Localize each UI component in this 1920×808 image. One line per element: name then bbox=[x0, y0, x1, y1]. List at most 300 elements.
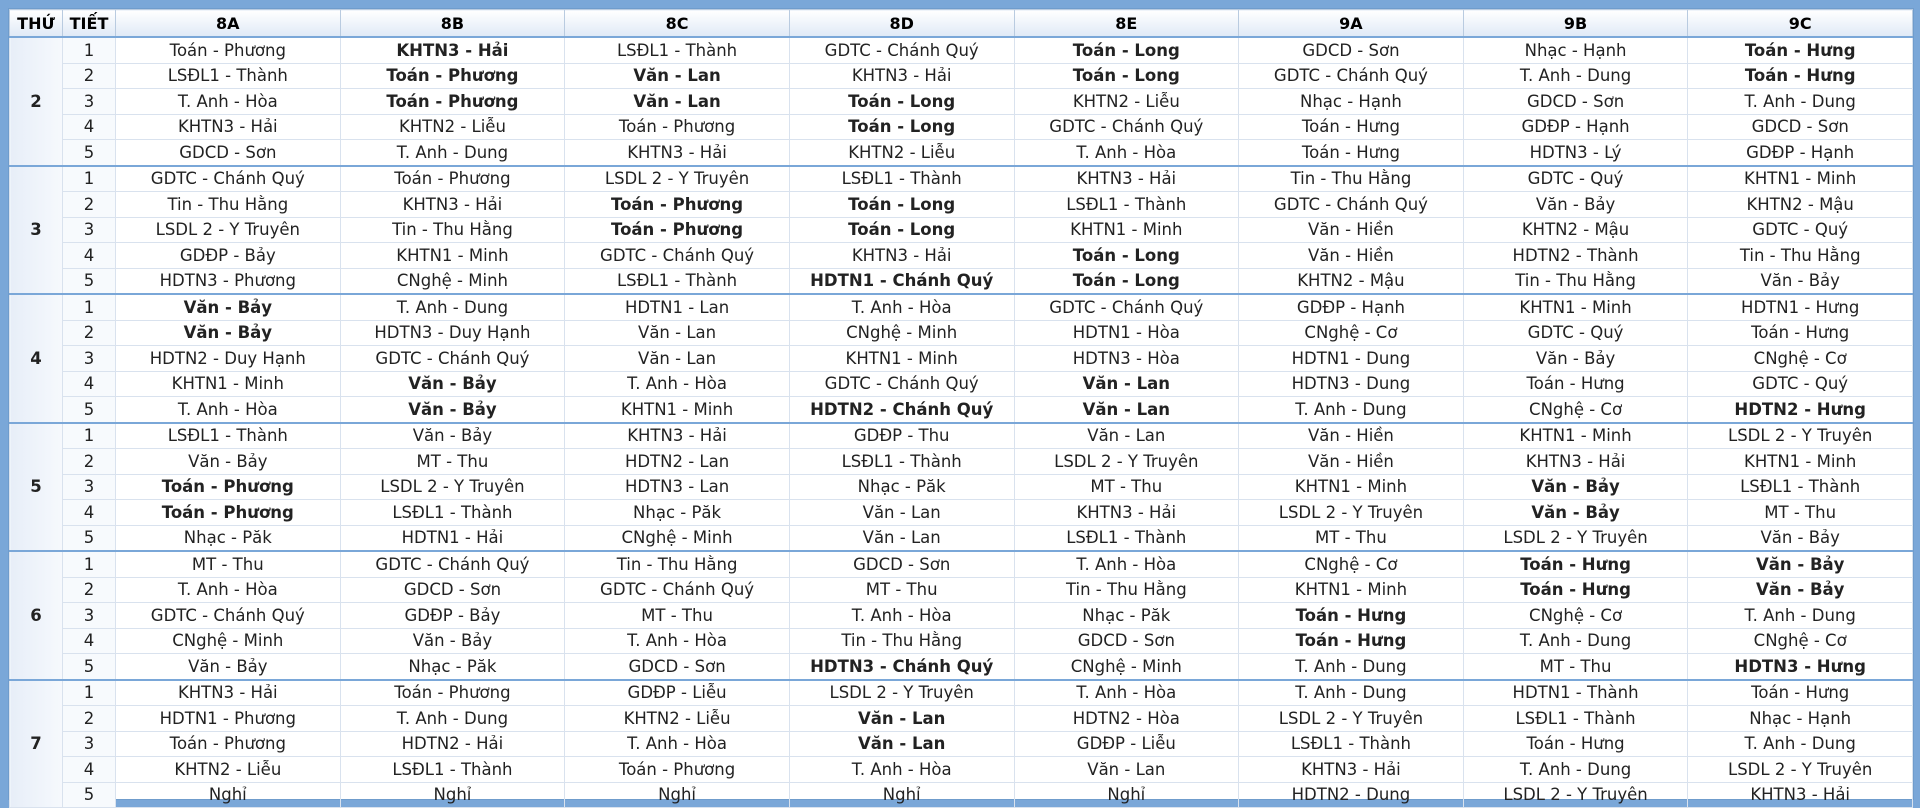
lesson-cell[interactable]: GDTC - Quý bbox=[1688, 217, 1913, 243]
header-class-9b: 9B bbox=[1463, 10, 1688, 38]
lesson-cell[interactable]: GDĐP - Bảy bbox=[116, 243, 341, 269]
lesson-cell[interactable]: HDTN2 - Duy Hạnh bbox=[116, 346, 341, 372]
lesson-cell[interactable]: Nhạc - Hạnh bbox=[1688, 706, 1913, 732]
lesson-cell[interactable]: Văn - Bảy bbox=[1463, 346, 1688, 372]
lesson-cell[interactable]: GDĐP - Thu bbox=[789, 423, 1014, 449]
lesson-cell[interactable]: GDTC - Chánh Quý bbox=[789, 37, 1014, 63]
lesson-cell[interactable]: KHTN1 - Minh bbox=[116, 371, 341, 397]
header-class-8c: 8C bbox=[565, 10, 790, 38]
header-class-8b: 8B bbox=[340, 10, 565, 38]
lesson-cell[interactable]: GDTC - Chánh Quý bbox=[116, 166, 341, 192]
period-cell: 3 bbox=[63, 346, 116, 372]
lesson-cell[interactable]: T. Anh - Hòa bbox=[116, 577, 341, 603]
lesson-cell[interactable]: Nghỉ bbox=[340, 782, 565, 808]
lesson-cell[interactable]: Toán - Phương bbox=[116, 731, 341, 757]
lesson-cell[interactable]: KHTN2 - Mậu bbox=[1239, 268, 1464, 294]
lesson-cell[interactable]: T. Anh - Hòa bbox=[1014, 680, 1239, 706]
table-row bbox=[10, 551, 1913, 577]
lesson-cell[interactable]: KHTN2 - Mậu bbox=[1463, 217, 1688, 243]
lesson-cell[interactable]: KHTN1 - Minh bbox=[340, 243, 565, 269]
lesson-cell[interactable]: CNghệ - Cơ bbox=[1239, 551, 1464, 577]
lesson-cell[interactable]: Tin - Thu Hằng bbox=[1239, 166, 1464, 192]
lesson-cell[interactable]: KHTN1 - Minh bbox=[1014, 217, 1239, 243]
table-row bbox=[10, 166, 1913, 192]
lesson-cell[interactable]: HDTN1 - Phương bbox=[116, 706, 341, 732]
period-cell: 3 bbox=[63, 217, 116, 243]
lesson-cell[interactable]: CNghệ - Minh bbox=[340, 268, 565, 294]
lesson-cell[interactable]: Nghỉ bbox=[565, 782, 790, 808]
lesson-cell[interactable]: GDĐP - Liễu bbox=[565, 680, 790, 706]
lesson-cell[interactable]: GDCD - Sơn bbox=[1463, 89, 1688, 115]
lesson-cell[interactable]: GDĐP - Hạnh bbox=[1463, 114, 1688, 140]
lesson-cell[interactable]: KHTN3 - Hải bbox=[789, 243, 1014, 269]
lesson-cell[interactable]: T. Anh - Hòa bbox=[789, 603, 1014, 629]
lesson-cell[interactable]: GDCD - Sơn bbox=[340, 577, 565, 603]
lesson-cell[interactable]: Văn - Bảy bbox=[340, 371, 565, 397]
lesson-cell[interactable]: T. Anh - Dung bbox=[1239, 680, 1464, 706]
table-row bbox=[10, 89, 1913, 115]
lesson-cell[interactable]: LSDL 2 - Y Truyên bbox=[1688, 757, 1913, 783]
lesson-cell[interactable]: T. Anh - Dung bbox=[1688, 603, 1913, 629]
lesson-cell[interactable]: Toán - Hưng bbox=[1463, 371, 1688, 397]
lesson-cell[interactable]: KHTN3 - Hải bbox=[1239, 757, 1464, 783]
lesson-cell[interactable]: Toán - Long bbox=[1014, 37, 1239, 63]
lesson-cell[interactable]: LSĐL1 - Thành bbox=[1014, 192, 1239, 218]
period-cell: 4 bbox=[63, 757, 116, 783]
table-row bbox=[10, 217, 1913, 243]
lesson-cell[interactable]: GDTC - Quý bbox=[1463, 320, 1688, 346]
lesson-cell[interactable]: CNghệ - Cơ bbox=[1688, 628, 1913, 654]
period-cell: 2 bbox=[63, 577, 116, 603]
lesson-cell[interactable]: GDĐP - Hạnh bbox=[1239, 294, 1464, 320]
lesson-cell[interactable]: KHTN1 - Minh bbox=[1463, 294, 1688, 320]
lesson-cell[interactable]: KHTN2 - Liễu bbox=[789, 140, 1014, 166]
lesson-cell[interactable]: T. Anh - Dung bbox=[1239, 397, 1464, 423]
lesson-cell[interactable]: LSDL 2 - Y Truyên bbox=[565, 166, 790, 192]
lesson-cell[interactable]: GDTC - Chánh Quý bbox=[789, 371, 1014, 397]
lesson-cell[interactable]: KHTN1 - Minh bbox=[565, 397, 790, 423]
lesson-cell[interactable]: Toán - Hưng bbox=[1688, 37, 1913, 63]
lesson-cell[interactable]: GDCD - Sơn bbox=[116, 140, 341, 166]
lesson-cell[interactable]: T. Anh - Hòa bbox=[565, 731, 790, 757]
lesson-cell[interactable]: KHTN3 - Hải bbox=[1014, 500, 1239, 526]
lesson-cell[interactable]: Toán - Hưng bbox=[1239, 603, 1464, 629]
lesson-cell[interactable]: CNghệ - Minh bbox=[1014, 654, 1239, 680]
lesson-cell[interactable]: T. Anh - Hòa bbox=[116, 89, 341, 115]
lesson-cell[interactable]: Văn - Bảy bbox=[340, 423, 565, 449]
lesson-cell[interactable]: Nhạc - Păk bbox=[116, 525, 341, 551]
lesson-cell[interactable]: Toán - Hưng bbox=[1239, 114, 1464, 140]
lesson-cell[interactable]: Văn - Bảy bbox=[340, 628, 565, 654]
lesson-cell[interactable]: KHTN2 - Liễu bbox=[565, 706, 790, 732]
lesson-cell[interactable]: T. Anh - Dung bbox=[1688, 731, 1913, 757]
lesson-cell[interactable]: GDTC - Chánh Quý bbox=[340, 346, 565, 372]
day-cell: 7 bbox=[10, 680, 63, 808]
lesson-cell[interactable]: Văn - Lan bbox=[1014, 397, 1239, 423]
period-cell: 5 bbox=[63, 268, 116, 294]
lesson-cell[interactable]: LSĐL1 - Thành bbox=[789, 449, 1014, 475]
lesson-cell[interactable]: LSDL 2 - Y Truyên bbox=[789, 680, 1014, 706]
lesson-cell[interactable]: KHTN3 - Hải bbox=[565, 423, 790, 449]
lesson-cell[interactable]: KHTN1 - Minh bbox=[1688, 166, 1913, 192]
lesson-cell[interactable]: T. Anh - Dung bbox=[1463, 63, 1688, 89]
lesson-cell[interactable]: Toán - Hưng bbox=[1463, 731, 1688, 757]
lesson-cell[interactable]: LSĐL1 - Thành bbox=[789, 166, 1014, 192]
lesson-cell[interactable]: HDTN2 - Lan bbox=[565, 449, 790, 475]
lesson-cell[interactable]: HDTN1 - Lan bbox=[565, 294, 790, 320]
lesson-cell[interactable]: Tin - Thu Hằng bbox=[565, 551, 790, 577]
lesson-cell[interactable]: GDCD - Sơn bbox=[1688, 114, 1913, 140]
lesson-cell[interactable]: HDTN2 - Hòa bbox=[1014, 706, 1239, 732]
period-cell: 2 bbox=[63, 192, 116, 218]
lesson-cell[interactable]: Nhạc - Păk bbox=[340, 654, 565, 680]
lesson-cell[interactable]: Văn - Bảy bbox=[116, 294, 341, 320]
lesson-cell[interactable]: HDTN2 - Dung bbox=[1239, 782, 1464, 808]
lesson-cell[interactable]: Toán - Long bbox=[789, 192, 1014, 218]
lesson-cell[interactable]: GDTC - Chánh Quý bbox=[340, 551, 565, 577]
lesson-cell[interactable]: Nghỉ bbox=[789, 782, 1014, 808]
lesson-cell[interactable]: Văn - Lan bbox=[789, 731, 1014, 757]
lesson-cell[interactable]: T. Anh - Dung bbox=[1463, 628, 1688, 654]
period-cell: 5 bbox=[63, 654, 116, 680]
lesson-cell[interactable]: Tin - Thu Hằng bbox=[1688, 243, 1913, 269]
lesson-cell[interactable]: GDCD - Sơn bbox=[789, 551, 1014, 577]
lesson-cell[interactable]: CNghệ - Minh bbox=[789, 320, 1014, 346]
lesson-cell[interactable]: T. Anh - Dung bbox=[1463, 757, 1688, 783]
lesson-cell[interactable]: Toán - Long bbox=[1014, 268, 1239, 294]
period-cell: 4 bbox=[63, 500, 116, 526]
lesson-cell[interactable]: LSDL 2 - Y Truyên bbox=[1014, 449, 1239, 475]
lesson-cell[interactable]: T. Anh - Hòa bbox=[116, 397, 341, 423]
lesson-cell[interactable]: GDTC - Chánh Quý bbox=[565, 243, 790, 269]
table-row bbox=[10, 140, 1913, 166]
header-class-9a: 9A bbox=[1239, 10, 1464, 38]
lesson-cell[interactable]: T. Anh - Hòa bbox=[789, 294, 1014, 320]
lesson-cell[interactable]: Văn - Lan bbox=[1014, 757, 1239, 783]
lesson-cell[interactable]: Văn - Lan bbox=[565, 320, 790, 346]
lesson-cell[interactable]: KHTN1 - Minh bbox=[1688, 449, 1913, 475]
table-row bbox=[10, 192, 1913, 218]
lesson-cell[interactable]: Toán - Phương bbox=[340, 89, 565, 115]
lesson-cell[interactable]: LSĐL1 - Thành bbox=[565, 268, 790, 294]
lesson-cell[interactable]: Nhạc - Păk bbox=[565, 500, 790, 526]
lesson-cell[interactable]: Văn - Bảy bbox=[116, 320, 341, 346]
lesson-cell[interactable]: HDTN3 - Lan bbox=[565, 474, 790, 500]
table-row bbox=[10, 577, 1913, 603]
lesson-cell[interactable]: LSDL 2 - Y Truyên bbox=[1463, 525, 1688, 551]
lesson-cell[interactable]: KHTN1 - Minh bbox=[1239, 474, 1464, 500]
lesson-cell[interactable]: HDTN2 - Thành bbox=[1463, 243, 1688, 269]
lesson-cell[interactable]: KHTN2 - Liễu bbox=[340, 114, 565, 140]
table-row bbox=[10, 37, 1913, 63]
lesson-cell[interactable]: Văn - Hiền bbox=[1239, 217, 1464, 243]
lesson-cell[interactable]: LSDL 2 - Y Truyên bbox=[1239, 706, 1464, 732]
table-row bbox=[10, 654, 1913, 680]
lesson-cell[interactable]: CNghệ - Cơ bbox=[1239, 320, 1464, 346]
lesson-cell[interactable]: GDCD - Sơn bbox=[1014, 628, 1239, 654]
lesson-cell[interactable]: KHTN3 - Hải bbox=[565, 140, 790, 166]
lesson-cell[interactable]: Toán - Hưng bbox=[1463, 577, 1688, 603]
lesson-cell[interactable]: MT - Thu bbox=[116, 551, 341, 577]
lesson-cell[interactable]: KHTN1 - Minh bbox=[1239, 577, 1464, 603]
lesson-cell[interactable]: T. Anh - Hòa bbox=[1014, 140, 1239, 166]
lesson-cell[interactable]: LSDL 2 - Y Truyên bbox=[1463, 782, 1688, 808]
period-cell: 3 bbox=[63, 474, 116, 500]
lesson-cell[interactable]: MT - Thu bbox=[565, 603, 790, 629]
timetable-grid bbox=[9, 9, 1913, 808]
table-row bbox=[10, 397, 1913, 423]
lesson-cell[interactable]: Văn - Bảy bbox=[1688, 268, 1913, 294]
lesson-cell[interactable]: Nhạc - Hạnh bbox=[1239, 89, 1464, 115]
lesson-cell[interactable]: Văn - Lan bbox=[1014, 423, 1239, 449]
lesson-cell[interactable]: KHTN3 - Hải bbox=[116, 680, 341, 706]
period-cell: 1 bbox=[63, 680, 116, 706]
table-row bbox=[10, 782, 1913, 808]
lesson-cell[interactable]: Toán - Hưng bbox=[1239, 628, 1464, 654]
period-cell: 1 bbox=[63, 551, 116, 577]
lesson-cell[interactable]: HDTN1 - Dung bbox=[1239, 346, 1464, 372]
header-class-8a: 8A bbox=[116, 10, 341, 38]
lesson-cell[interactable]: CNghệ - Cơ bbox=[1688, 346, 1913, 372]
lesson-cell[interactable]: LSĐL1 - Thành bbox=[340, 500, 565, 526]
lesson-cell[interactable]: Toán - Phương bbox=[565, 757, 790, 783]
lesson-cell[interactable]: LSDL 2 - Y Truyên bbox=[1688, 423, 1913, 449]
lesson-cell[interactable]: GDĐP - Bảy bbox=[340, 603, 565, 629]
lesson-cell[interactable]: KHTN3 - Hải bbox=[116, 114, 341, 140]
lesson-cell[interactable]: T. Anh - Hòa bbox=[565, 371, 790, 397]
lesson-cell[interactable]: Toán - Phương bbox=[116, 500, 341, 526]
lesson-cell[interactable]: LSĐL1 - Thành bbox=[116, 423, 341, 449]
lesson-cell[interactable]: LSĐL1 - Thành bbox=[340, 757, 565, 783]
lesson-cell[interactable]: T. Anh - Hòa bbox=[789, 757, 1014, 783]
lesson-cell[interactable]: Toán - Long bbox=[1014, 243, 1239, 269]
lesson-cell[interactable]: KHTN3 - Hải bbox=[789, 63, 1014, 89]
lesson-cell[interactable]: GDTC - Quý bbox=[1463, 166, 1688, 192]
header-period: TIẾT bbox=[63, 10, 116, 38]
lesson-cell[interactable]: Văn - Bảy bbox=[1688, 525, 1913, 551]
lesson-cell[interactable]: T. Anh - Dung bbox=[340, 140, 565, 166]
lesson-cell[interactable]: Nhạc - Hạnh bbox=[1463, 37, 1688, 63]
lesson-cell[interactable]: LSDL 2 - Y Truyên bbox=[340, 474, 565, 500]
lesson-cell[interactable]: Văn - Lan bbox=[789, 500, 1014, 526]
lesson-cell[interactable]: MT - Thu bbox=[340, 449, 565, 475]
lesson-cell[interactable]: Toán - Hưng bbox=[1688, 320, 1913, 346]
lesson-cell[interactable]: KHTN2 - Liễu bbox=[116, 757, 341, 783]
lesson-cell[interactable]: KHTN3 - Hải bbox=[1688, 782, 1913, 808]
lesson-cell[interactable]: GDCD - Sơn bbox=[1239, 37, 1464, 63]
lesson-cell[interactable]: Văn - Bảy bbox=[116, 654, 341, 680]
lesson-cell[interactable]: Văn - Lan bbox=[565, 63, 790, 89]
lesson-cell[interactable]: Tin - Thu Hằng bbox=[116, 192, 341, 218]
lesson-cell[interactable]: Văn - Hiền bbox=[1239, 243, 1464, 269]
lesson-cell[interactable]: GDTC - Chánh Quý bbox=[1239, 192, 1464, 218]
table-row bbox=[10, 371, 1913, 397]
lesson-cell[interactable]: LSĐL1 - Thành bbox=[565, 37, 790, 63]
lesson-cell[interactable]: KHTN2 - Mậu bbox=[1688, 192, 1913, 218]
lesson-cell[interactable]: T. Anh - Hòa bbox=[565, 628, 790, 654]
lesson-cell[interactable]: LSĐL1 - Thành bbox=[116, 63, 341, 89]
lesson-cell[interactable]: Toán - Phương bbox=[565, 192, 790, 218]
lesson-cell[interactable]: Toán - Phương bbox=[116, 37, 341, 63]
period-cell: 2 bbox=[63, 706, 116, 732]
table-row bbox=[10, 603, 1913, 629]
lesson-cell[interactable]: KHTN3 - Hải bbox=[1463, 449, 1688, 475]
lesson-cell[interactable]: Toán - Phương bbox=[340, 63, 565, 89]
lesson-cell[interactable]: GDTC - Chánh Quý bbox=[1014, 294, 1239, 320]
lesson-cell[interactable]: HDTN3 - Hòa bbox=[1014, 346, 1239, 372]
period-cell: 2 bbox=[63, 320, 116, 346]
lesson-cell[interactable]: T. Anh - Dung bbox=[340, 294, 565, 320]
lesson-cell[interactable]: HDTN1 - Thành bbox=[1463, 680, 1688, 706]
lesson-cell[interactable]: Văn - Lan bbox=[1014, 371, 1239, 397]
lesson-cell[interactable]: HDTN2 - Hải bbox=[340, 731, 565, 757]
lesson-cell[interactable]: Toán - Phương bbox=[340, 680, 565, 706]
lesson-cell[interactable]: Văn - Bảy bbox=[1463, 192, 1688, 218]
lesson-cell[interactable]: LSĐL1 - Thành bbox=[1688, 474, 1913, 500]
table-row bbox=[10, 346, 1913, 372]
lesson-cell[interactable]: CNghệ - Cơ bbox=[1463, 397, 1688, 423]
lesson-cell[interactable]: MT - Thu bbox=[1014, 474, 1239, 500]
lesson-cell[interactable]: Toán - Hưng bbox=[1688, 63, 1913, 89]
lesson-cell[interactable]: GDCD - Sơn bbox=[565, 654, 790, 680]
lesson-cell[interactable]: KHTN1 - Minh bbox=[1463, 423, 1688, 449]
table-row bbox=[10, 525, 1913, 551]
lesson-cell[interactable]: T. Anh - Hòa bbox=[1014, 551, 1239, 577]
table-row bbox=[10, 320, 1913, 346]
lesson-cell[interactable]: GDTC - Quý bbox=[1688, 371, 1913, 397]
period-cell: 3 bbox=[63, 89, 116, 115]
lesson-cell[interactable]: Văn - Bảy bbox=[1463, 500, 1688, 526]
lesson-cell[interactable]: HDTN1 - Chánh Quý bbox=[789, 268, 1014, 294]
header-class-9c: 9C bbox=[1688, 10, 1913, 38]
period-cell: 4 bbox=[63, 371, 116, 397]
lesson-cell[interactable]: Toán - Long bbox=[789, 89, 1014, 115]
day-cell: 4 bbox=[10, 294, 63, 423]
lesson-cell[interactable]: Toán - Long bbox=[789, 217, 1014, 243]
day-cell: 5 bbox=[10, 423, 63, 552]
lesson-cell[interactable]: Toán - Long bbox=[789, 114, 1014, 140]
lesson-cell[interactable]: Toán - Phương bbox=[116, 474, 341, 500]
lesson-cell[interactable]: Nhạc - Păk bbox=[789, 474, 1014, 500]
lesson-cell[interactable]: LSDL 2 - Y Truyên bbox=[116, 217, 341, 243]
lesson-cell[interactable]: Nhạc - Păk bbox=[1014, 603, 1239, 629]
lesson-cell[interactable]: HDTN1 - Hòa bbox=[1014, 320, 1239, 346]
lesson-cell[interactable]: Văn - Bảy bbox=[1463, 474, 1688, 500]
lesson-cell[interactable]: GDĐP - Hạnh bbox=[1688, 140, 1913, 166]
table-row bbox=[10, 423, 1913, 449]
lesson-cell[interactable]: KHTN1 - Minh bbox=[789, 346, 1014, 372]
table-row bbox=[10, 474, 1913, 500]
lesson-cell[interactable]: KHTN3 - Hải bbox=[340, 37, 565, 63]
lesson-cell[interactable]: HDTN3 - Chánh Quý bbox=[789, 654, 1014, 680]
lesson-cell[interactable]: CNghệ - Cơ bbox=[1463, 603, 1688, 629]
lesson-cell[interactable]: Toán - Phương bbox=[565, 114, 790, 140]
period-cell: 5 bbox=[63, 525, 116, 551]
lesson-cell[interactable]: MT - Thu bbox=[1688, 500, 1913, 526]
lesson-cell[interactable]: Văn - Bảy bbox=[1688, 577, 1913, 603]
lesson-cell[interactable]: CNghệ - Minh bbox=[116, 628, 341, 654]
lesson-cell[interactable]: KHTN2 - Liễu bbox=[1014, 89, 1239, 115]
table-row bbox=[10, 243, 1913, 269]
lesson-cell[interactable]: Toán - Long bbox=[1014, 63, 1239, 89]
lesson-cell[interactable]: LSĐL1 - Thành bbox=[1239, 731, 1464, 757]
lesson-cell[interactable]: Toán - Hưng bbox=[1463, 551, 1688, 577]
lesson-cell[interactable]: Toán - Phương bbox=[565, 217, 790, 243]
lesson-cell[interactable]: Văn - Lan bbox=[789, 706, 1014, 732]
lesson-cell[interactable]: HDTN2 - Hưng bbox=[1688, 397, 1913, 423]
lesson-cell[interactable]: CNghệ - Minh bbox=[565, 525, 790, 551]
lesson-cell[interactable]: Toán - Hưng bbox=[1239, 140, 1464, 166]
lesson-cell[interactable]: MT - Thu bbox=[789, 577, 1014, 603]
lesson-cell[interactable]: HDTN3 - Phương bbox=[116, 268, 341, 294]
lesson-cell[interactable]: Tin - Thu Hằng bbox=[1463, 268, 1688, 294]
table-row bbox=[10, 757, 1913, 783]
table-row bbox=[10, 680, 1913, 706]
lesson-cell[interactable]: Toán - Phương bbox=[340, 166, 565, 192]
timetable-body bbox=[10, 37, 1913, 808]
lesson-cell[interactable]: KHTN3 - Hải bbox=[1014, 166, 1239, 192]
lesson-cell[interactable]: T. Anh - Dung bbox=[340, 706, 565, 732]
lesson-cell[interactable]: LSĐL1 - Thành bbox=[1463, 706, 1688, 732]
timetable-window bbox=[8, 8, 1914, 805]
lesson-cell[interactable]: HDTN3 - Duy Hạnh bbox=[340, 320, 565, 346]
lesson-cell[interactable]: Văn - Bảy bbox=[1688, 551, 1913, 577]
lesson-cell[interactable]: HDTN2 - Chánh Quý bbox=[789, 397, 1014, 423]
lesson-cell[interactable]: Toán - Hưng bbox=[1688, 680, 1913, 706]
lesson-cell[interactable]: Tin - Thu Hằng bbox=[340, 217, 565, 243]
lesson-cell[interactable]: LSDL 2 - Y Truyên bbox=[1239, 500, 1464, 526]
day-cell: 3 bbox=[10, 166, 63, 295]
lesson-cell[interactable]: GDTC - Chánh Quý bbox=[116, 603, 341, 629]
lesson-cell[interactable]: GDTC - Chánh Quý bbox=[1014, 114, 1239, 140]
header-row bbox=[10, 10, 1913, 38]
lesson-cell[interactable]: HDTN3 - Hưng bbox=[1688, 654, 1913, 680]
lesson-cell[interactable]: Văn - Bảy bbox=[340, 397, 565, 423]
lesson-cell[interactable]: Văn - Bảy bbox=[116, 449, 341, 475]
lesson-cell[interactable]: Nghỉ bbox=[1014, 782, 1239, 808]
day-cell: 6 bbox=[10, 551, 63, 680]
lesson-cell[interactable]: GDĐP - Liễu bbox=[1014, 731, 1239, 757]
table-row bbox=[10, 268, 1913, 294]
table-row bbox=[10, 706, 1913, 732]
period-cell: 1 bbox=[63, 166, 116, 192]
lesson-cell[interactable]: Tin - Thu Hằng bbox=[1014, 577, 1239, 603]
table-row bbox=[10, 500, 1913, 526]
lesson-cell[interactable]: MT - Thu bbox=[1239, 525, 1464, 551]
lesson-cell[interactable]: KHTN3 - Hải bbox=[340, 192, 565, 218]
header-class-8d: 8D bbox=[789, 10, 1014, 38]
lesson-cell[interactable]: LSĐL1 - Thành bbox=[1014, 525, 1239, 551]
header-class-8e: 8E bbox=[1014, 10, 1239, 38]
lesson-cell[interactable]: Văn - Lan bbox=[565, 89, 790, 115]
lesson-cell[interactable]: GDTC - Chánh Quý bbox=[565, 577, 790, 603]
lesson-cell[interactable]: Tin - Thu Hằng bbox=[789, 628, 1014, 654]
lesson-cell[interactable]: Văn - Hiền bbox=[1239, 449, 1464, 475]
period-cell: 5 bbox=[63, 397, 116, 423]
lesson-cell[interactable]: Văn - Lan bbox=[565, 346, 790, 372]
lesson-cell[interactable]: T. Anh - Dung bbox=[1239, 654, 1464, 680]
lesson-cell[interactable]: HDTN3 - Dung bbox=[1239, 371, 1464, 397]
lesson-cell[interactable]: HDTN3 - Lý bbox=[1463, 140, 1688, 166]
lesson-cell[interactable]: GDTC - Chánh Quý bbox=[1239, 63, 1464, 89]
lesson-cell[interactable]: Văn - Hiền bbox=[1239, 423, 1464, 449]
lesson-cell[interactable]: HDTN1 - Hải bbox=[340, 525, 565, 551]
lesson-cell[interactable]: MT - Thu bbox=[1463, 654, 1688, 680]
lesson-cell[interactable]: Văn - Lan bbox=[789, 525, 1014, 551]
lesson-cell[interactable]: Nghỉ bbox=[116, 782, 341, 808]
lesson-cell[interactable]: HDTN1 - Hưng bbox=[1688, 294, 1913, 320]
lesson-cell[interactable]: T. Anh - Dung bbox=[1688, 89, 1913, 115]
